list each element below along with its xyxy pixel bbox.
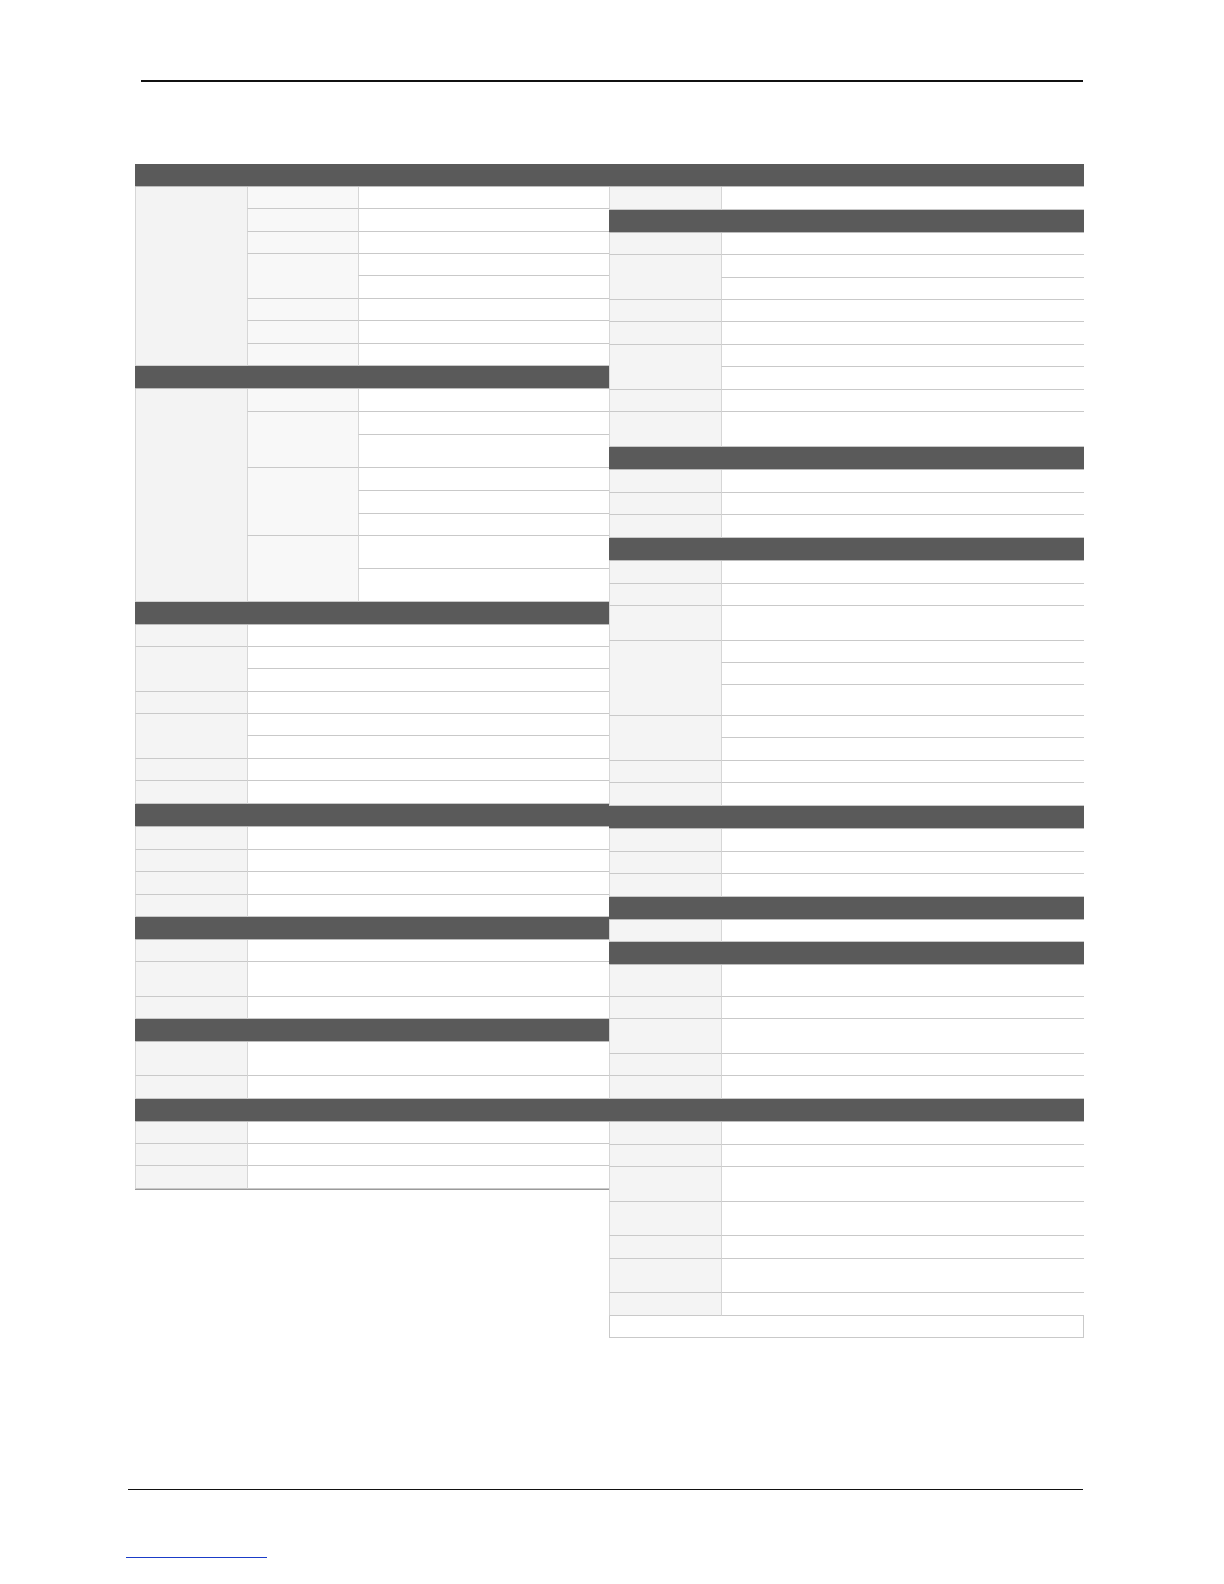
row-label (135, 647, 247, 692)
row-value (358, 491, 610, 514)
row-sublabel (247, 321, 358, 344)
row-label (609, 1236, 721, 1259)
row-value (721, 829, 1084, 852)
row-sublabel (247, 468, 358, 536)
row-label (609, 1259, 721, 1293)
row-value (721, 390, 1084, 412)
row-value (358, 344, 610, 366)
row-value (358, 569, 610, 602)
row-label (609, 412, 721, 447)
group-label (135, 389, 247, 602)
row-label (609, 1167, 721, 1202)
section-header (609, 1099, 1084, 1122)
row-label (609, 390, 721, 412)
row-value (721, 322, 1084, 345)
row-value (721, 345, 1084, 367)
row-value (721, 1054, 1084, 1076)
footer-link[interactable] (126, 1557, 267, 1558)
row-value (358, 321, 610, 344)
row-value (247, 1144, 610, 1166)
row-label (609, 1076, 721, 1099)
row-value (247, 714, 610, 736)
row-value (721, 1145, 1084, 1167)
row-label (135, 1144, 247, 1166)
row-sublabel (247, 187, 358, 209)
spec-table (609, 561, 1084, 806)
section-header (135, 1019, 610, 1042)
spec-table (609, 470, 1084, 538)
row-label (135, 997, 247, 1019)
row-value (247, 692, 610, 714)
section-header (135, 366, 610, 389)
row-value (721, 187, 1084, 210)
row-label (609, 470, 721, 493)
row-value (358, 468, 610, 491)
row-value (358, 187, 610, 209)
row-value (247, 1122, 610, 1144)
row-sublabel (247, 254, 358, 299)
row-label (609, 874, 721, 897)
spec-table (609, 233, 1084, 447)
row-value (721, 233, 1084, 255)
row-value (721, 1202, 1084, 1236)
row-value (247, 997, 610, 1019)
row-value (721, 412, 1084, 447)
row-value (358, 536, 610, 569)
row-sublabel (247, 412, 358, 468)
spec-table (609, 920, 1084, 942)
section-header (609, 897, 1084, 920)
row-label (609, 606, 721, 641)
row-label (609, 997, 721, 1019)
row-label (609, 965, 721, 997)
section-header (609, 210, 1084, 233)
row-value (721, 997, 1084, 1019)
row-label (609, 716, 721, 761)
row-label (609, 493, 721, 515)
row-label (609, 345, 721, 390)
row-value (358, 514, 610, 536)
row-value (247, 827, 610, 850)
row-value (721, 663, 1084, 685)
spec-table (135, 389, 610, 602)
row-label (609, 783, 721, 806)
section-header (609, 942, 1084, 965)
row-value (721, 367, 1084, 390)
row-value (721, 874, 1084, 897)
spec-table (135, 1042, 610, 1099)
row-label (609, 515, 721, 538)
row-label (135, 781, 247, 804)
row-label (609, 1054, 721, 1076)
row-label (135, 940, 247, 962)
row-value (721, 965, 1084, 997)
row-value (247, 781, 610, 804)
spec-table (609, 965, 1084, 1099)
row-label (609, 187, 721, 210)
section-header (135, 602, 610, 625)
spec-table (135, 827, 610, 917)
row-value (247, 895, 610, 917)
row-label (609, 1202, 721, 1236)
row-value (721, 606, 1084, 641)
section-header (609, 538, 1084, 561)
row-value (358, 389, 610, 412)
row-label (609, 641, 721, 716)
section-header (609, 164, 1084, 187)
row-value (721, 1076, 1084, 1099)
spec-table (135, 1122, 610, 1190)
row-label (609, 761, 721, 783)
row-value (721, 761, 1084, 783)
row-label (135, 1042, 247, 1076)
row-value (721, 716, 1084, 738)
row-value (721, 470, 1084, 493)
table-footnote (609, 1316, 1084, 1338)
row-value (358, 412, 610, 435)
row-value (247, 1042, 610, 1076)
row-value (247, 669, 610, 692)
spec-table (135, 625, 610, 804)
section-header (135, 804, 610, 827)
row-label (135, 962, 247, 997)
spec-table (135, 940, 610, 1019)
row-label (135, 714, 247, 759)
row-label (609, 1122, 721, 1145)
row-value (721, 584, 1084, 606)
row-label (609, 233, 721, 255)
row-value (721, 493, 1084, 515)
row-label (135, 827, 247, 850)
row-sublabel (247, 344, 358, 366)
row-value (247, 850, 610, 872)
right-column (609, 164, 1084, 1338)
row-label (609, 255, 721, 300)
row-value (358, 209, 610, 232)
row-value (358, 232, 610, 254)
row-sublabel (247, 299, 358, 321)
row-value (721, 783, 1084, 806)
row-value (721, 561, 1084, 584)
row-sublabel (247, 232, 358, 254)
row-value (247, 1076, 610, 1099)
row-value (247, 736, 610, 759)
row-label (609, 561, 721, 584)
row-value (721, 920, 1084, 942)
row-label (609, 1019, 721, 1054)
row-value (721, 1293, 1084, 1316)
row-label (609, 829, 721, 852)
row-label (135, 850, 247, 872)
row-value (721, 1167, 1084, 1202)
section-header (609, 806, 1084, 829)
row-value (247, 759, 610, 781)
row-value (721, 255, 1084, 278)
row-value (358, 276, 610, 299)
section-header (135, 164, 610, 187)
section-header (135, 917, 610, 940)
row-sublabel (247, 389, 358, 412)
section-header (135, 1099, 610, 1122)
row-value (247, 940, 610, 962)
section-header (609, 447, 1084, 470)
row-label (609, 300, 721, 322)
row-label (135, 625, 247, 647)
row-label (135, 759, 247, 781)
row-value (721, 685, 1084, 716)
row-value (721, 641, 1084, 663)
row-sublabel (247, 536, 358, 602)
row-label (135, 895, 247, 917)
spec-table (609, 829, 1084, 897)
header-rule (141, 80, 1083, 82)
row-sublabel (247, 209, 358, 232)
row-value (721, 738, 1084, 761)
spec-table (609, 1122, 1084, 1316)
row-value (721, 300, 1084, 322)
row-label (135, 692, 247, 714)
row-value (358, 435, 610, 468)
row-label (135, 872, 247, 895)
row-value (721, 1122, 1084, 1145)
row-label (609, 1293, 721, 1316)
row-value (247, 625, 610, 647)
spec-table (609, 187, 1084, 210)
group-label (135, 187, 247, 366)
row-value (721, 1236, 1084, 1259)
row-label (609, 322, 721, 345)
row-value (721, 1019, 1084, 1054)
row-value (247, 962, 610, 997)
left-column (135, 164, 610, 1190)
row-label (135, 1166, 247, 1189)
row-value (358, 254, 610, 276)
row-label (609, 920, 721, 942)
row-label (135, 1076, 247, 1099)
row-label (609, 852, 721, 874)
row-value (721, 1259, 1084, 1293)
row-value (247, 647, 610, 669)
row-label (609, 584, 721, 606)
spec-table (135, 187, 610, 366)
row-value (721, 515, 1084, 538)
row-value (721, 278, 1084, 300)
row-value (247, 1166, 610, 1189)
footer-rule (128, 1489, 1083, 1490)
row-label (135, 1122, 247, 1144)
row-value (721, 852, 1084, 874)
row-value (358, 299, 610, 321)
row-label (609, 1145, 721, 1167)
row-value (247, 872, 610, 895)
